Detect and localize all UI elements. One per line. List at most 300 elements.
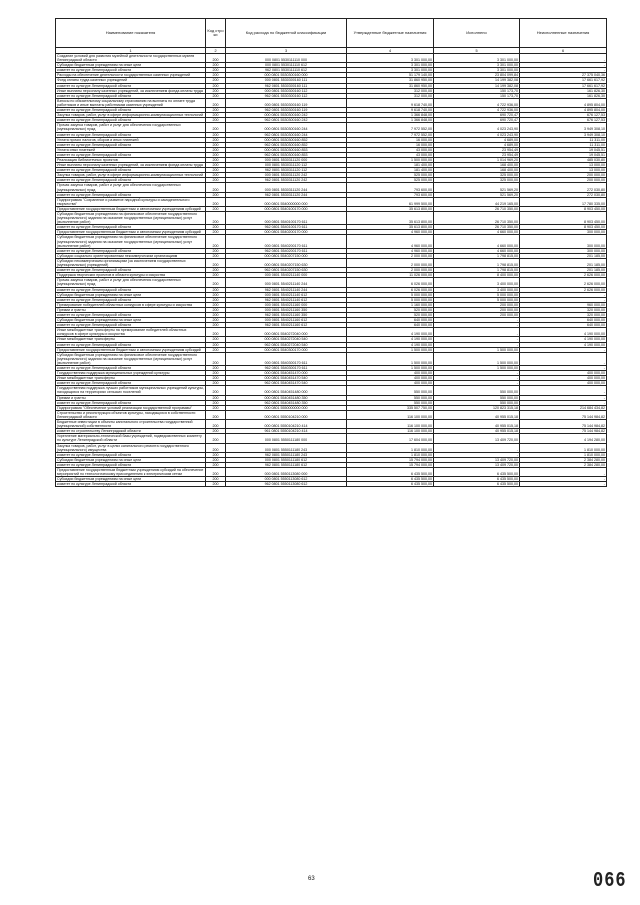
row-executed-amount: - [434,371,520,376]
row-unexecuted-amount: 272 030,80 [520,192,607,197]
row-budget-code: 000 0801 5540000000 000 [226,197,347,206]
row-approved-amount: 312 000,00 [347,93,434,98]
row-approved-amount: 7 972 552,00 [347,132,434,137]
row-budget-code: 000 0801 5530300160 852 [226,137,347,142]
row-executed-amount: 200 000,00 [434,312,520,317]
row-executed-amount: - [434,342,520,347]
row-indicator-name: Прочая закупка товаров, работ и услуг для обеспечения государственных (муниципальных) нужд [56,123,206,132]
row-executed-amount: 1 798 815,00 [434,253,520,258]
row-budget-code: 962 0801 5540300170 611 [226,366,347,371]
row-indicator-name: Субсидии бюджетным учреждениям на иные цели [56,477,206,482]
row-unexecuted-amount: 4 190 000,00 [520,328,607,337]
row-approved-amount: 1 810 000,00 [347,443,434,452]
row-approved-amount: 3 301 000,00 [347,68,434,73]
row-unexecuted-amount: - [520,352,607,365]
row-approved-amount: 793 600,00 [347,192,434,197]
row-executed-amount: - [434,337,520,342]
row-executed-amount: 200 000,00 [434,302,520,307]
row-line-code: 200 [206,352,226,365]
row-approved-amount: 520 000,00 [347,307,434,312]
row-indicator-name: Создание условий для развития музейной деятельности государственных музеев Ленинградской области [56,54,206,63]
row-executed-amount: 40 955 015,18 [434,410,520,419]
header-executed: Исполнено [434,19,520,48]
row-executed-amount: 521 569,20 [434,183,520,192]
row-indicator-name: комитет по строительству Ленинградской области [56,429,206,434]
header-approved: Утвержденные бюджетные назначения [347,19,434,48]
row-unexecuted-amount: 214 684 434,82 [520,405,607,410]
row-unexecuted-amount: 4 190 000,00 [520,337,607,342]
row-executed-amount: 120 823 315,18 [434,405,520,410]
row-approved-amount: 5 000 000,00 [347,292,434,297]
row-line-code: 200 [206,225,226,230]
row-line-code: 200 [206,258,226,267]
row-line-code: 200 [206,63,226,68]
row-budget-code: 000 0801 5540211140 244 [226,278,347,287]
row-executed-amount: 325 000,00 [434,178,520,183]
row-budget-code: 000 0801 5530311120 000 [226,157,347,162]
row-line-code: 200 [206,273,226,278]
row-budget-code: 000 0801 5550111180 612 [226,457,347,462]
row-approved-amount: 35 613 800,00 [347,206,434,211]
row-indicator-name: Иные межбюджетные трансферты на премирование победителей областных конкурсов в сфере культуры и искусства [56,328,206,337]
row-approved-amount: 9 618 740,00 [347,108,434,113]
table-row [56,278,607,287]
row-line-code: 200 [206,197,226,206]
row-approved-amount: 4 190 000,00 [347,337,434,342]
row-line-code: 200 [206,253,226,258]
row-budget-code: 000 0801 5540200170 000 [226,230,347,235]
row-budget-code: 962 0801 5550113080 612 [226,482,347,487]
row-unexecuted-amount: - [520,63,607,68]
row-executed-amount: 550 000,00 [434,395,520,400]
header-line-code: Код стро ки [206,19,226,48]
row-budget-code: 962 0801 5540211140 612 [226,297,347,302]
row-indicator-name: комитет по культуре Ленинградской области [56,287,206,292]
row-budget-code: 962 0801 5550111180 612 [226,462,347,467]
row-executed-amount: 4 023 243,90 [434,132,520,137]
row-line-code: 200 [206,98,226,107]
row-unexecuted-amount: 400 000,00 [520,381,607,386]
header-indicator-name: Наименование показателя [56,19,206,48]
row-approved-amount: 640 000,00 [347,323,434,328]
row-indicator-name: комитет по культуре Ленинградской области [56,312,206,317]
row-approved-amount: 181 400,00 [347,168,434,173]
row-indicator-name: Уплата иных платежей [56,147,206,152]
row-executed-amount: 6 435 500,00 [434,477,520,482]
row-approved-amount: 2 000 000,00 [347,268,434,273]
row-line-code: 200 [206,323,226,328]
row-indicator-name: комитет по культуре Ленинградской области [56,118,206,123]
row-unexecuted-amount: 676 127,53 [520,118,607,123]
row-line-code: 200 [206,366,226,371]
row-indicator-name: Взносы по обязательному социальному страхованию на выплаты по оплате труда работников и иные выплаты работникам казенных учреждений [56,98,206,107]
table-row [56,420,607,429]
row-executed-amount: 4 023 243,90 [434,123,520,132]
row-line-code: 200 [206,268,226,273]
row-approved-amount: 550 000,00 [347,395,434,400]
column-number: 4 [347,48,434,54]
row-indicator-name: Прочая закупка товаров, работ и услуг для обеспечения государственных (муниципальных) нужд [56,183,206,192]
row-line-code: 200 [206,192,226,197]
row-budget-code: 000 0801 5540451470 000 [226,371,347,376]
row-indicator-name: Расходы на обеспечение деятельности государственных казенных учреждений [56,73,206,78]
row-approved-amount: 400 000,00 [347,376,434,381]
row-indicator-name: Уплата прочих налогов, сборов и иных платежей [56,137,206,142]
row-executed-amount: 4 689,00 [434,142,520,147]
page-stamp: 066 [593,869,627,894]
row-approved-amount: 35 613 800,00 [347,225,434,230]
row-indicator-name: комитет по культуре Ленинградской области [56,381,206,386]
row-unexecuted-amount: - [520,395,607,400]
row-approved-amount: 43 000,00 [347,152,434,157]
row-indicator-name: комитет по культуре Ленинградской области [56,482,206,487]
row-unexecuted-amount: 640 000,00 [520,318,607,323]
row-budget-code: 000 0801 5540300170 611 [226,352,347,365]
row-executed-amount: 150 173,70 [434,88,520,93]
row-approved-amount: 5 000 000,00 [347,297,434,302]
row-budget-code: 000 0801 5530311120 244 [226,183,347,192]
row-line-code: 200 [206,297,226,302]
row-line-code: 200 [206,443,226,452]
row-approved-amount: 1 810 000,00 [347,452,434,457]
row-approved-amount: 116 100 000,00 [347,429,434,434]
table-row [56,467,607,476]
row-indicator-name: комитет по культуре Ленинградской области [56,366,206,371]
row-indicator-name: Предоставление государственным бюджетным учреждениям субсидий на обеспечение мероприятий по технологическому присоединению к электрическим сетям [56,467,206,476]
row-executed-amount: 13 409 720,00 [434,434,520,443]
row-approved-amount: 17 604 000,00 [347,434,434,443]
row-indicator-name: комитет по культуре Ленинградской области [56,68,206,73]
row-indicator-name: Субсидии бюджетным учреждениям на финансовое обеспечение государственного (муниципального) задания на оказание государственных (муниципальных) услуг (выполнение работ) [56,212,206,225]
row-line-code: 200 [206,477,226,482]
row-unexecuted-amount: 75 144 984,82 [520,420,607,429]
row-budget-code: 000 0801 5540207150 000 [226,253,347,258]
row-budget-code: 000 0801 5540272040 000 [226,328,347,337]
column-number: 1 [56,48,206,54]
row-indicator-name: Предоставление государственным бюджетным и автономным учреждениям субсидий [56,230,206,235]
row-executed-amount: 6 435 500,00 [434,482,520,487]
row-budget-code: 000 0801 5540100170 000 [226,206,347,211]
row-indicator-name: Субсидии социально ориентированным некоммерческим организациям [56,253,206,258]
row-approved-amount: 43 000,00 [347,147,434,152]
table-row [56,235,607,248]
row-executed-amount: 4 660 000,00 [434,230,520,235]
row-approved-amount: 16 000,00 [347,142,434,147]
row-unexecuted-amount: 3 949 308,10 [520,123,607,132]
row-line-code: 200 [206,482,226,487]
row-indicator-name: комитет по культуре Ленинградской области [56,342,206,347]
row-unexecuted-amount: - [520,68,607,73]
row-unexecuted-amount: 17 661 617,92 [520,78,607,83]
row-indicator-name: Государственная поддержка муниципальных учреждений культуры [56,371,206,376]
row-executed-amount: 44 219 165,00 [434,197,520,206]
table-row [56,197,607,206]
row-unexecuted-amount: 320 000,00 [520,307,607,312]
row-budget-code: 962 0801 5530300160 112 [226,93,347,98]
row-line-code: 200 [206,183,226,192]
row-budget-code: 000 0801 5530300160 853 [226,147,347,152]
row-line-code: 200 [206,54,226,63]
table-header-row [56,19,607,48]
header-unexecuted: Неисполненные назначения [520,19,607,48]
row-line-code: 200 [206,318,226,323]
row-unexecuted-amount: 1 810 000,00 [520,443,607,452]
row-line-code: 200 [206,410,226,419]
row-executed-amount: 4 660 000,00 [434,248,520,253]
row-executed-amount: 26 710 350,00 [434,206,520,211]
row-unexecuted-amount: 4 895 804,00 [520,98,607,107]
row-budget-code: 000 0801 5550113080 000 [226,467,347,476]
row-line-code: 200 [206,405,226,410]
row-line-code: 200 [206,152,226,157]
row-executed-amount: 1 500 000,00 [434,347,520,352]
row-budget-code: 962 0801 5530311120 242 [226,178,347,183]
row-executed-amount: 1 500 000,00 [434,352,520,365]
row-line-code: 200 [206,467,226,476]
row-unexecuted-amount: 4 190 000,00 [520,342,607,347]
row-unexecuted-amount: 19 045,51 [520,147,607,152]
row-line-code: 200 [206,78,226,83]
row-executed-amount: 4 722 936,00 [434,98,520,107]
table-row [56,386,607,395]
row-indicator-name: Закупка товаров, работ, услуг в целях капитального ремонта государственного (муниципального) имущества [56,443,206,452]
row-indicator-name: комитет по культуре Ленинградской области [56,108,206,113]
row-approved-amount: 1 500 000,00 [347,157,434,162]
row-budget-code: 000 0801 5540207150 630 [226,258,347,267]
row-executed-amount: 168 400,00 [434,163,520,168]
row-unexecuted-amount: 2 626 000,00 [520,273,607,278]
row-executed-amount: 550 000,00 [434,386,520,395]
row-executed-amount: - [434,381,520,386]
row-unexecuted-amount: 200 000,00 [520,178,607,183]
row-unexecuted-amount: 300 000,00 [520,248,607,253]
row-indicator-name: комитет по культуре Ленинградской области [56,83,206,88]
row-executed-amount: - [434,443,520,452]
row-budget-code: 000 0801 5540211140 612 [226,292,347,297]
row-unexecuted-amount: 300 000,00 [520,235,607,248]
row-indicator-name: Закупка товаров, работ, услуг в сфере информационно-коммуникационных технологий [56,173,206,178]
row-indicator-name: комитет по культуре Ленинградской области [56,323,206,328]
row-unexecuted-amount: 19 045,51 [520,152,607,157]
table-row [56,54,607,63]
row-budget-code: 962 0801 5540207150 630 [226,268,347,273]
row-approved-amount: 4 960 000,00 [347,230,434,235]
row-executed-amount: 1 500 000,00 [434,366,520,371]
row-unexecuted-amount: 13 000,00 [520,168,607,173]
row-budget-code: 000 0801 5540211160 612 [226,318,347,323]
row-approved-amount: 640 000,00 [347,318,434,323]
row-executed-amount: - [434,323,520,328]
row-budget-code: 000 0801 5530300160 000 [226,73,347,78]
row-budget-code: 962 0801 5540200170 611 [226,248,347,253]
row-budget-code: 962 0801 5530311120 112 [226,168,347,173]
row-indicator-name: Субсидии бюджетным учреждениям на финансовое обеспечение государственного (муниципального) задания на оказание государственных (муниципальных) услуг (выполнение работ) [56,352,206,365]
row-approved-amount: 35 613 800,00 [347,212,434,225]
row-approved-amount: 1 500 000,00 [347,347,434,352]
row-executed-amount: 14 199 382,08 [434,83,520,88]
row-budget-code: 000 0801 5550113080 612 [226,477,347,482]
row-budget-code: 000 0801 5540211140 000 [226,273,347,278]
row-approved-amount: 9 618 740,00 [347,98,434,107]
row-unexecuted-amount: 201 185,00 [520,258,607,267]
row-budget-code: 962 0801 5540100170 611 [226,225,347,230]
table-row [56,443,607,452]
row-budget-code: 000 0801 5530300160 119 [226,98,347,107]
row-line-code: 200 [206,88,226,93]
row-indicator-name: Государственная поддержка лучших работников муниципальных учреждений культуры, находящихся на территориях сельских поселений [57,386,204,395]
row-budget-code: 962 0801 5540211160 612 [226,323,347,328]
row-budget-code: 000 0801 5550104210 000 [226,410,347,419]
row-approved-amount: 4 190 000,00 [347,328,434,337]
row-executed-amount: 5 000 000,00 [434,292,520,297]
row-unexecuted-amount: 8 903 450,00 [520,212,607,225]
column-number: 5 [434,48,520,54]
row-indicator-name: Иные межбюджетные трансферты [56,337,206,342]
row-line-code: 200 [206,307,226,312]
row-indicator-name: Премии и гранты [56,395,206,400]
row-executed-amount: 1 798 815,00 [434,258,520,267]
row-unexecuted-amount: 3 949 308,10 [520,132,607,137]
table-row [56,98,607,107]
row-indicator-name: комитет по культуре Ленинградской области [56,142,206,147]
row-indicator-name: Фонд оплаты труда казенных учреждений [56,78,206,83]
row-line-code: 200 [206,235,226,248]
row-executed-amount: 13 409 720,00 [434,457,520,462]
row-line-code: 200 [206,292,226,297]
row-budget-code: 000 0801 5540451480 350 [226,395,347,400]
row-unexecuted-amount: 2 384 280,00 [520,462,607,467]
row-budget-code: 962 0801 5540451480 350 [226,400,347,405]
row-line-code: 200 [206,206,226,211]
row-line-code: 200 [206,434,226,443]
table-body [56,54,607,487]
row-line-code: 200 [206,132,226,137]
row-budget-code: 000 0801 5540211160 350 [226,307,347,312]
row-executed-amount: 3 301 000,00 [434,63,520,68]
row-approved-amount: 550 000,00 [347,386,434,395]
row-budget-code: 962 0801 5530300160 244 [226,132,347,137]
row-line-code: 200 [206,452,226,457]
row-approved-amount: 6 026 000,00 [347,287,434,292]
row-line-code: 200 [206,230,226,235]
row-executed-amount: 550 000,00 [434,400,520,405]
row-approved-amount: 6 435 500,00 [347,477,434,482]
row-executed-amount: 3 400 000,00 [434,278,520,287]
row-approved-amount: 1 366 848,00 [347,113,434,118]
row-budget-code: 962 0801 5530300160 111 [226,83,347,88]
row-budget-code: 000 0801 5540272040 540 [226,337,347,342]
row-approved-amount: 51 179 140,00 [347,73,434,78]
row-line-code: 200 [206,173,226,178]
row-budget-code: 962 0801 5540272040 540 [226,342,347,347]
row-approved-amount: 3 301 000,00 [347,63,434,68]
row-unexecuted-amount: 400 000,00 [520,376,607,381]
row-executed-amount: 4 722 936,00 [434,108,520,113]
row-indicator-name: комитет по культуре Ленинградской области [56,132,206,137]
row-unexecuted-amount: - [520,292,607,297]
row-unexecuted-amount: 400 000,00 [520,371,607,376]
row-line-code: 200 [206,178,226,183]
row-approved-amount: 4 960 000,00 [347,235,434,248]
row-budget-code: 962 0801 5530300160 242 [226,118,347,123]
row-indicator-name: Иные выплаты персоналу казенных учреждений, за исключением фонда оплаты труда [56,88,206,93]
row-budget-code: 962 0801 5530300160 119 [226,108,347,113]
row-indicator-name: Прочая закупка товаров, работ и услуг для обеспечения государственных (муниципальных) нужд [56,278,206,287]
row-unexecuted-amount: 300 000,00 [520,230,607,235]
row-line-code: 200 [206,113,226,118]
row-approved-amount: 31 860 950,00 [347,78,434,83]
row-indicator-name: Подпрограмма "Обеспечение условий реализации государственной программы" [56,405,206,410]
row-line-code: 200 [206,376,226,381]
row-approved-amount: 525 000,00 [347,178,434,183]
row-approved-amount: 2 000 000,00 [347,253,434,258]
row-unexecuted-amount: 4 194 280,00 [520,434,607,443]
row-approved-amount: 4 960 000,00 [347,248,434,253]
row-line-code: 200 [206,287,226,292]
row-indicator-name: комитет по культуре Ленинградской области [56,248,206,253]
row-line-code: 200 [206,386,226,395]
row-unexecuted-amount: 320 000,00 [520,312,607,317]
row-unexecuted-amount: 11 311,00 [520,137,607,142]
row-budget-code: 000 0801 5530300160 242 [226,113,347,118]
row-line-code: 200 [206,462,226,467]
row-unexecuted-amount: 2 626 000,00 [520,287,607,292]
row-approved-amount: 31 860 950,00 [347,83,434,88]
row-indicator-name: комитет по культуре Ленинградской области [56,462,206,467]
row-executed-amount: - [434,452,520,457]
row-approved-amount: 7 972 552,00 [347,123,434,132]
row-unexecuted-amount: 676 127,53 [520,113,607,118]
row-line-code: 200 [206,93,226,98]
row-unexecuted-amount: 75 144 984,82 [520,429,607,434]
row-budget-code: 961 0801 5550104210 414 [226,429,347,434]
row-budget-code: 962 0801 5540451470 540 [226,381,347,386]
row-executed-amount: 3 400 000,00 [434,287,520,292]
row-unexecuted-amount: - [520,347,607,352]
row-indicator-name: комитет по культуре Ленинградской области [56,93,206,98]
row-line-code: 200 [206,342,226,347]
row-executed-amount: 521 569,20 [434,192,520,197]
row-executed-amount: 200 000,00 [434,307,520,312]
row-approved-amount: 4 190 000,00 [347,342,434,347]
row-executed-amount: 40 955 015,18 [434,420,520,429]
row-executed-amount: 4 660 000,00 [434,235,520,248]
row-unexecuted-amount: - [520,366,607,371]
row-approved-amount: 1 160 000,00 [347,302,434,307]
row-indicator-name: Строительство и реконструкция объектов культуры, находящихся в собственности Ленинградской области [56,410,206,419]
row-line-code: 200 [206,312,226,317]
row-unexecuted-amount: 8 903 450,00 [520,206,607,211]
row-executed-amount: 5 000 000,00 [434,297,520,302]
row-line-code: 200 [206,457,226,462]
report-sheet [55,18,606,487]
row-line-code: 200 [206,371,226,376]
row-indicator-name: Субсидии бюджетным учреждениям на финансовое обеспечение государственного (муниципального) задания на оказание государственных (муниципальных) услуг (выполнение работ) [56,235,206,248]
row-unexecuted-amount: 75 144 984,82 [520,410,607,419]
row-indicator-name: Бюджетные инвестиции в объекты капитального строительства государственной (муниципальной) собственности [56,420,206,429]
row-unexecuted-amount: - [520,297,607,302]
row-budget-code: 000 0801 5540451470 540 [226,376,347,381]
budget-execution-table [55,18,607,487]
row-budget-code: 000 0801 5530111110 000 [226,54,347,63]
row-budget-code: 000 0801 5540200170 611 [226,235,347,248]
table-row [56,328,607,337]
row-indicator-name: комитет по культуре Ленинградской области [56,192,206,197]
row-budget-code: 000 0801 5530300160 111 [226,78,347,83]
row-executed-amount: 8 400 000,00 [434,273,520,278]
row-line-code: 200 [206,142,226,147]
row-unexecuted-amount: 640 000,00 [520,323,607,328]
